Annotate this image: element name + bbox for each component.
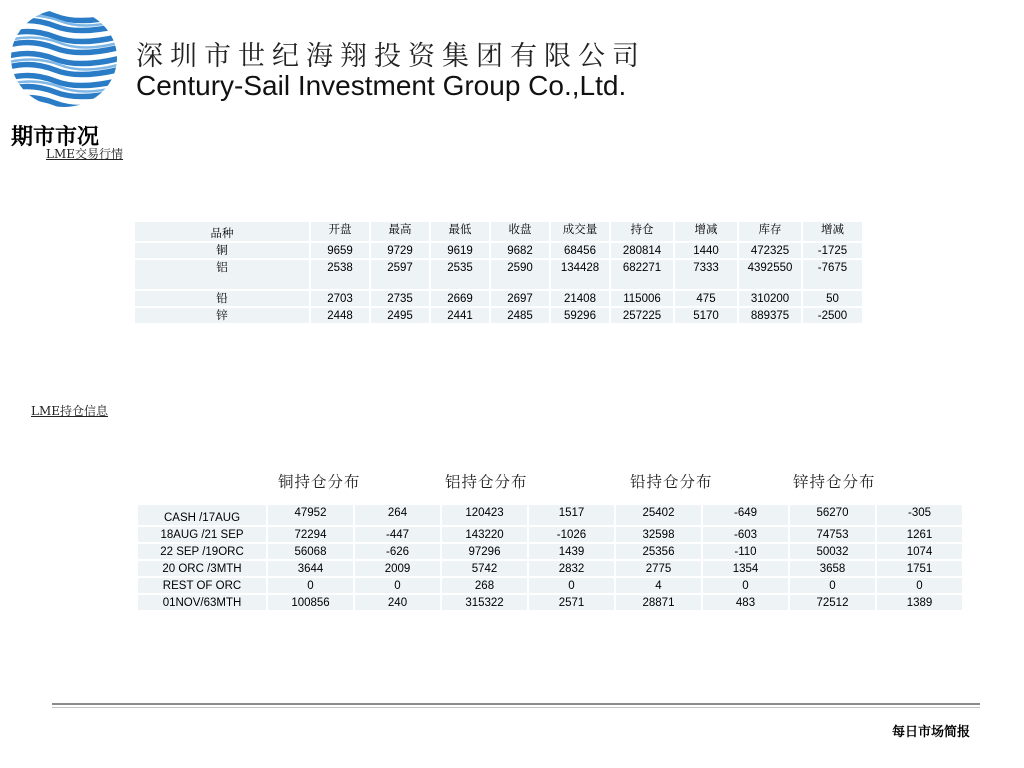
table-cell: 2669 (431, 291, 489, 306)
table-cell: 257225 (611, 308, 673, 323)
table-row (138, 595, 962, 610)
table-cell: 9682 (491, 243, 549, 258)
table-row (138, 505, 962, 525)
table-cell: -2500 (803, 308, 862, 323)
table-cell: 2597 (371, 260, 429, 289)
column-header: 增减 (675, 222, 737, 241)
lead-distribution-title: 铅持仓分布 (630, 473, 713, 491)
table-cell: -603 (703, 527, 788, 542)
table-cell: 1440 (675, 243, 737, 258)
table-cell: 134428 (551, 260, 609, 289)
table-cell: 5170 (675, 308, 737, 323)
table-row (138, 561, 962, 576)
table-cell: 32598 (616, 527, 701, 542)
zinc-distribution-title: 锌持仓分布 (793, 473, 876, 491)
table-cell: 143220 (442, 527, 527, 542)
table-cell: 264 (355, 505, 440, 525)
table-cell: 2538 (311, 260, 369, 289)
table-cell: 锌 (135, 308, 309, 323)
table-cell: 1751 (877, 561, 962, 576)
column-header: 收盘 (491, 222, 549, 241)
table-cell: -305 (877, 505, 962, 525)
table-cell: -110 (703, 544, 788, 559)
table-cell: 2775 (616, 561, 701, 576)
column-header: 品种 (135, 222, 309, 241)
table-cell: 7333 (675, 260, 737, 289)
table-cell: 68456 (551, 243, 609, 258)
table-cell: 97296 (442, 544, 527, 559)
table-cell: 2441 (431, 308, 489, 323)
table-cell: 72512 (790, 595, 875, 610)
table-cell: -649 (703, 505, 788, 525)
table-cell: 01NOV/63MTH (138, 595, 266, 610)
table-row (135, 243, 862, 258)
table-cell: 1354 (703, 561, 788, 576)
table-cell: 2009 (355, 561, 440, 576)
table-cell: -626 (355, 544, 440, 559)
table-row (138, 527, 962, 542)
table-cell: -7675 (803, 260, 862, 289)
table-cell: 310200 (739, 291, 801, 306)
table-cell: 56270 (790, 505, 875, 525)
table-cell: 1074 (877, 544, 962, 559)
company-name-english: Century-Sail Investment Group Co.,Ltd. (136, 70, 627, 101)
table-cell: 0 (703, 578, 788, 593)
column-header: 最高 (371, 222, 429, 241)
company-name-chinese: 深圳市世纪海翔投资集团有限公司 (136, 41, 646, 72)
table-cell: 铜 (135, 243, 309, 258)
table-cell: 483 (703, 595, 788, 610)
table-cell: 2590 (491, 260, 549, 289)
page-title: 期市市况 (11, 125, 100, 150)
table-cell: 20 ORC /3MTH (138, 561, 266, 576)
table-cell: 0 (529, 578, 614, 593)
table-cell: 100856 (268, 595, 353, 610)
table-cell: 0 (268, 578, 353, 593)
table-cell: 472325 (739, 243, 801, 258)
table-header-row (135, 222, 862, 241)
column-header: 库存 (739, 222, 801, 241)
table-cell: 2703 (311, 291, 369, 306)
column-header: 最低 (431, 222, 489, 241)
table-cell: 铅 (135, 291, 309, 306)
table-cell: 120423 (442, 505, 527, 525)
table-cell: 4 (616, 578, 701, 593)
table-cell: 4392550 (739, 260, 801, 289)
footer-divider (52, 707, 980, 708)
table-row (138, 544, 962, 559)
table-cell: 268 (442, 578, 527, 593)
table-cell: 铝 (135, 260, 309, 289)
lme-quotes-link[interactable]: LME交易行情 (46, 147, 124, 161)
column-header: 增减 (803, 222, 862, 241)
table-cell: 475 (675, 291, 737, 306)
table-cell: 56068 (268, 544, 353, 559)
table-cell: 3644 (268, 561, 353, 576)
table-cell: 2495 (371, 308, 429, 323)
table-cell: 72294 (268, 527, 353, 542)
table-cell: 2832 (529, 561, 614, 576)
copper-distribution-title: 铜持仓分布 (278, 473, 361, 491)
table-cell: 280814 (611, 243, 673, 258)
table-cell: REST OF ORC (138, 578, 266, 593)
table-cell: 3658 (790, 561, 875, 576)
table-cell: 240 (355, 595, 440, 610)
table-cell: 25356 (616, 544, 701, 559)
table-cell: 1439 (529, 544, 614, 559)
table-row (135, 260, 862, 289)
table-cell: 315322 (442, 595, 527, 610)
table-cell: 18AUG /21 SEP (138, 527, 266, 542)
table-row (135, 291, 862, 306)
table-cell: 50 (803, 291, 862, 306)
lme-market-table (133, 220, 864, 325)
table-cell: 25402 (616, 505, 701, 525)
table-cell: 59296 (551, 308, 609, 323)
table-cell: 74753 (790, 527, 875, 542)
table-cell: 9729 (371, 243, 429, 258)
table-cell: 28871 (616, 595, 701, 610)
table-cell: 22 SEP /19ORC (138, 544, 266, 559)
table-cell: 2571 (529, 595, 614, 610)
table-cell: 1389 (877, 595, 962, 610)
table-cell: CASH /17AUG (138, 505, 266, 525)
column-header: 成交量 (551, 222, 609, 241)
table-cell: 2697 (491, 291, 549, 306)
lme-positions-table (136, 503, 964, 612)
table-cell: 682271 (611, 260, 673, 289)
table-row (135, 308, 862, 323)
footer-divider (52, 703, 980, 705)
column-header: 开盘 (311, 222, 369, 241)
column-header: 持仓 (611, 222, 673, 241)
table-cell: 0 (877, 578, 962, 593)
table-cell: -1026 (529, 527, 614, 542)
table-cell: 47952 (268, 505, 353, 525)
table-cell: 0 (355, 578, 440, 593)
company-logo-icon (10, 8, 118, 108)
footer-report-label: 每日市场简报 (891, 725, 970, 740)
table-cell: 9619 (431, 243, 489, 258)
table-cell: 889375 (739, 308, 801, 323)
table-cell: 5742 (442, 561, 527, 576)
table-cell: 9659 (311, 243, 369, 258)
table-cell: -1725 (803, 243, 862, 258)
table-cell: 2735 (371, 291, 429, 306)
table-row (138, 578, 962, 593)
aluminium-distribution-title: 铝持仓分布 (445, 473, 528, 491)
table-cell: 21408 (551, 291, 609, 306)
lme-positions-link[interactable]: LME持仓信息 (31, 404, 109, 418)
table-cell: 50032 (790, 544, 875, 559)
table-cell: -447 (355, 527, 440, 542)
table-cell: 2448 (311, 308, 369, 323)
table-cell: 2485 (491, 308, 549, 323)
table-cell: 2535 (431, 260, 489, 289)
table-cell: 115006 (611, 291, 673, 306)
table-cell: 1517 (529, 505, 614, 525)
table-cell: 0 (790, 578, 875, 593)
table-cell: 1261 (877, 527, 962, 542)
